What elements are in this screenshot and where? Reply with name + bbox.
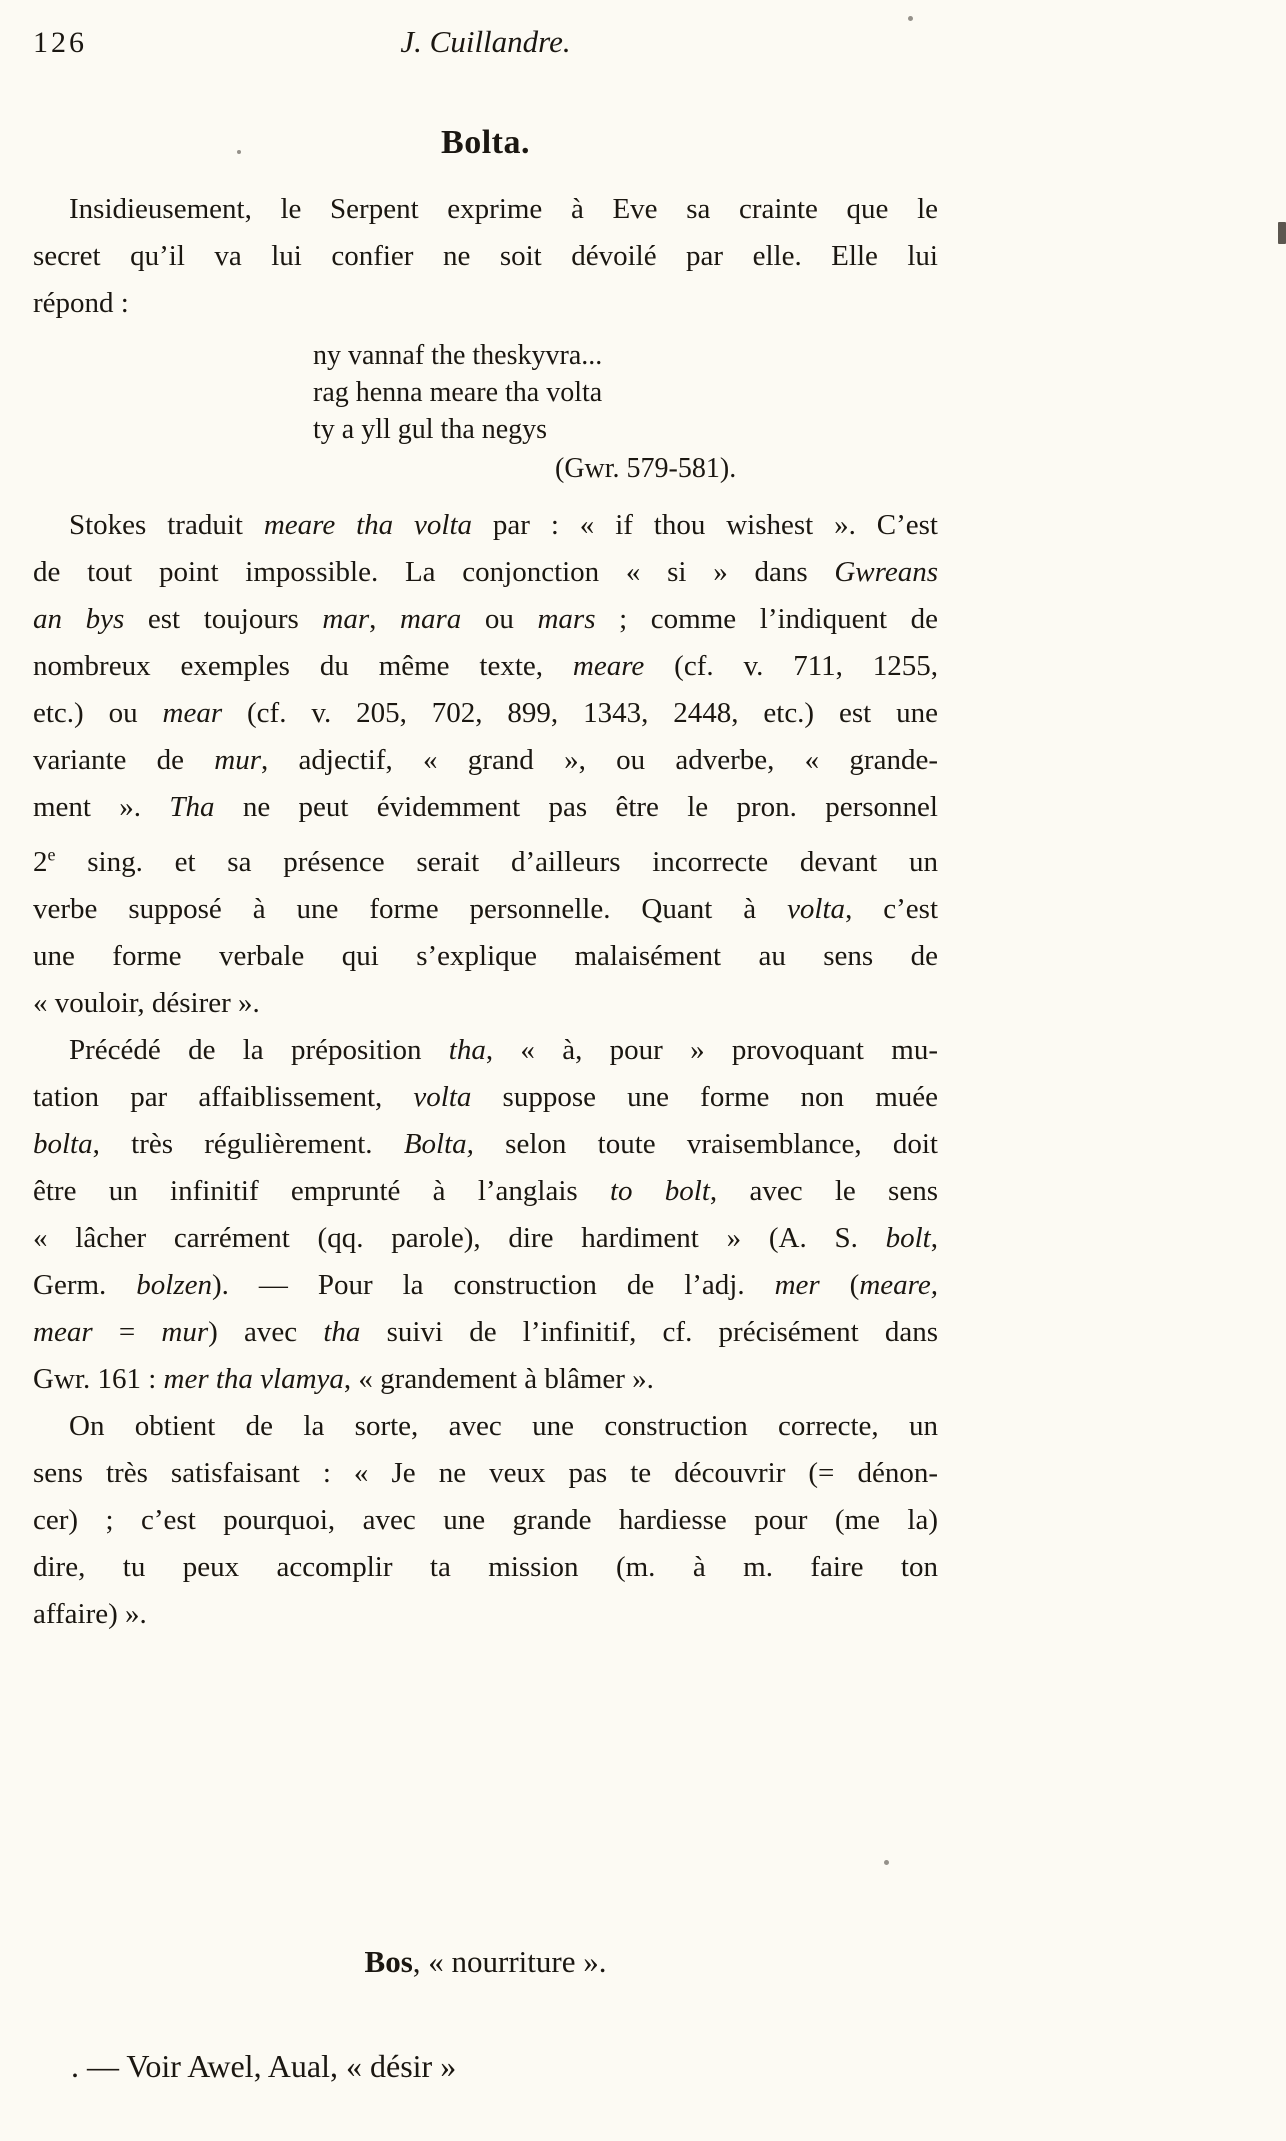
text-run: . — Voir Awel, Aual, « désir » [71,2047,457,2084]
line-text [33,1551,938,1583]
page-number: 126 [33,26,87,59]
text-line [33,1309,938,1356]
line-text [33,1081,938,1113]
text-line [33,886,938,933]
text-line [33,1356,938,1403]
text-run: mar [322,603,370,635]
paragraph [33,1403,938,1638]
line-text [33,1222,938,1254]
text-line [33,690,938,737]
running-header: J. Cuillandre. [400,24,571,59]
text-run: suivi de l’infinitif, cf. précisément dans [360,1315,939,1348]
entry-line [33,2043,938,2090]
text-line [33,1403,938,1450]
text-run: ; comme l’indiquent de [595,603,939,635]
text-run: variante de [33,744,215,776]
text-run: , « nourriture ». [412,1943,607,1979]
text-run: par : « if thou wishest ». C’est [472,509,938,541]
text-run: 2 [33,845,48,878]
line-text [33,1504,938,1536]
verse-line: ny vannaf the theskyvra... [313,340,603,371]
text-run: sens très satisfaisant : « Je ne veux pas te découvrir (= dénon- [33,1456,938,1489]
text-run: suppose une forme non muée [471,1080,938,1113]
text-run: Stokes traduit [69,509,264,541]
text-line [33,1262,938,1309]
verse-quote [313,337,938,490]
line-text [33,1128,938,1160]
line-text [33,1175,938,1207]
text-run: Germ. [33,1268,137,1301]
text-run: Tha [169,791,215,823]
text-run: « vouloir, désirer ». [33,986,260,1019]
text-run: Bos [364,1943,413,1979]
text-line [33,1450,938,1497]
text-line [33,502,938,549]
scan-edge-mark [1278,222,1286,244]
text-run: est toujours [124,603,323,635]
text-line [33,1591,938,1638]
text-run: cer) ; c’est pourquoi, avec une grande hardiesse pour (me la) [33,1503,938,1536]
line-text [33,846,938,878]
text-run: Gwr. 161 : [33,1362,164,1395]
text-line [33,980,938,1027]
text-run: meare [572,650,645,682]
text-run: mer [774,1268,820,1301]
text-run: mer tha vlamya [163,1362,344,1395]
text-line [33,1074,938,1121]
text-line [33,933,938,980]
line-text [33,697,938,729]
line-text [33,287,129,319]
text-line [33,549,938,596]
text-run: selon toute vraisemblance, doit [473,1127,938,1160]
line-text [69,1410,938,1442]
line-text [33,791,938,823]
text-run: , avec le sens [709,1174,938,1207]
line-text [33,1269,938,1301]
text-run: bolt [885,1221,931,1254]
line-text [33,893,938,925]
text-run: ne peut évidemment pas être le pron. personnel [214,791,938,823]
paragraph [33,1027,938,1403]
line-text [69,193,938,225]
text-run: être un infinitif emprunté à l’anglais [33,1174,610,1207]
text-run: e [47,844,56,864]
text-run: , « grandement à blâmer ». [343,1362,654,1395]
text-run: meare tha volta [263,509,473,541]
text-run: , « à, pour » provoquant mu- [485,1033,938,1066]
verse-line: ty a yll gul tha negys [313,414,548,445]
line-text [33,240,938,272]
text-run: mars [537,603,596,635]
text-run: sing. et sa présence serait d’ailleurs incorrecte devant un [55,845,938,878]
text-run: dire, tu peux accomplir ta mission (m. à m. faire ton [33,1550,938,1583]
text-run: , [930,1221,938,1254]
verse-line: rag henna meare tha volta [313,377,603,408]
text-run: , [369,603,401,635]
text-run: etc.) ou [33,697,163,729]
line-text [33,603,938,635]
text-line [33,1168,938,1215]
line-text [33,1363,654,1395]
text-run: tha [323,1315,361,1348]
text-run: Insidieusement, le Serpent exprime à Eve sa crainte que le [69,193,938,225]
text-run: tha [448,1033,486,1066]
text-line [33,1497,938,1544]
text-run: nombreux exemples du même texte, [33,650,573,682]
line-text [33,744,938,776]
text-column [33,24,938,2090]
text-run: , très régulièrement. [92,1127,404,1160]
paragraph [33,186,938,327]
text-run: to bolt [609,1174,710,1207]
line-text [33,1457,938,1489]
text-line [33,831,938,886]
text-run: an bys [33,603,125,635]
text-run: volta [787,892,846,925]
text-run: volta [413,1080,472,1113]
line-text [69,1034,938,1066]
text-run: mur [214,744,262,776]
text-run: verbe supposé à une forme personnelle. Quant à [33,892,788,925]
scan-speck [908,16,913,21]
line-text [33,650,938,682]
text-line [33,737,938,784]
line-text [33,987,260,1019]
page-body [33,186,938,2090]
text-run: ou [461,603,538,635]
text-run: répond : [33,287,129,319]
text-line [33,784,938,831]
line-text [33,1316,938,1348]
page-header [33,24,938,70]
text-run: ( [819,1268,860,1301]
line-text [33,940,938,972]
text-run: mur [161,1315,209,1348]
text-run: secret qu’il va lui confier ne soit dévoilé par elle. Elle lui [33,240,938,272]
text-run: Gwreans [834,556,938,588]
text-run: , adjectif, « grand », ou adverbe, « grande- [261,744,938,776]
text-run: mear [162,697,223,729]
text-line [33,233,938,280]
text-run: On obtient de la sorte, avec une construction correcte, un [69,1409,938,1442]
text-line [33,1027,938,1074]
line-text [69,509,938,541]
text-run: = [92,1315,162,1348]
text-run: (cf. v. 711, 1255, [644,650,938,682]
text-run: , c’est [845,892,939,925]
text-run: bolta [33,1127,93,1160]
text-run: mear [33,1315,93,1348]
text-run: ment ». [33,791,170,823]
section-heading [33,1938,938,1985]
text-line [33,643,938,690]
line-text [33,556,938,588]
text-run: de tout point impossible. La conjonction « si » dans [33,556,835,588]
text-run: affaire) ». [33,1597,147,1630]
text-run: ) avec [208,1315,324,1348]
paragraph [33,502,938,1027]
text-run: mara [400,603,462,635]
text-run: tation par affaiblissement, [33,1080,414,1113]
verse-citation: (Gwr. 579-581). [555,453,737,484]
text-run: Précédé de la préposition [69,1033,449,1066]
text-run: meare, [859,1268,938,1301]
section-title: Bolta. [441,124,530,161]
text-line [33,1215,938,1262]
text-run: ). — Pour la construction de l’adj. [211,1268,775,1301]
text-run: une forme verbale qui s’explique malaisément au sens de [33,939,938,972]
text-line [33,596,938,643]
text-line [33,186,938,233]
line-text [33,1598,147,1630]
text-line [33,1121,938,1168]
text-line [33,1544,938,1591]
text-line [33,280,938,327]
text-run: « lâcher carrément (qq. parole), dire hardiment » (A. S. [33,1221,886,1254]
text-run: (cf. v. 205, 702, 899, 1343, 2448, etc.) est une [222,697,938,729]
text-run: Bolta, [403,1127,474,1160]
text-run: bolzen [136,1268,212,1301]
